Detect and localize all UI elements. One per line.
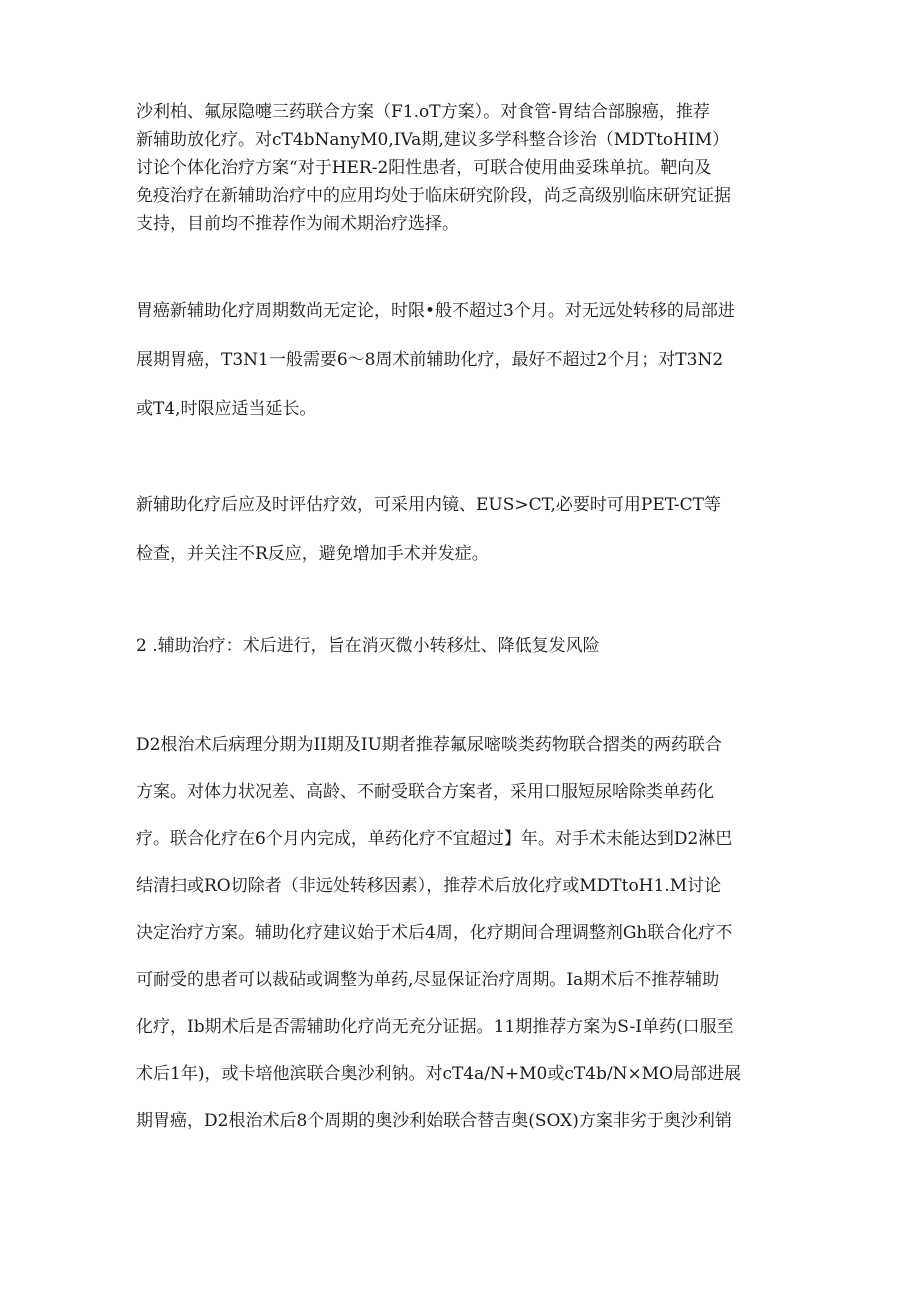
text-line: 新辅助放化疗。对cT4bNanyM0,IVa期,建议多学科整合诊治（MDTtoHIM） <box>136 130 730 150</box>
text-line: 疗。联合化疗在6个月内完成，单药化疗不宜超过】年。对手术未能达到D2淋巴 <box>136 829 733 849</box>
text-line: 沙利柏、氟尿隐嚏三药联合方案（F1.oT方案）。对食管-胃结合部腺癌，推荐 <box>136 102 710 122</box>
text-line: 新辅助化疗后应及时评估疗效，可采用内镜、EUS>CT,必要时可用PET-CT等 <box>136 495 721 515</box>
text-line: 可耐受的患者可以裁砧或调整为单药,尽显保证治疗周期。Ia期术后不推荐辅助 <box>136 970 720 990</box>
paragraph-efficacy-evaluation <box>136 491 792 589</box>
text-line: 或T4,时限应适当延长。 <box>136 399 317 419</box>
text-line: 支持，目前均不推荐作为闹术期治疗选择。 <box>136 214 459 234</box>
paragraph-neoadjuvant-regimen <box>136 98 792 238</box>
text-line: 决定治疗方案。辅助化疗建议始于术后4周，化疗期间合理调整剂Gh联合化疗不 <box>136 923 733 943</box>
text-line: 方案。对体力状况差、高龄、不耐受联合方案者，采用口服短尿啥除类单药化 <box>136 782 714 802</box>
paragraph-adjuvant-chemotherapy <box>136 731 792 1154</box>
paragraph-neoadjuvant-cycles <box>136 297 792 444</box>
text-line: 讨论个体化治疗方案“对于HER-2阳性患者，可联合使用曲妥珠单抗。靶向及 <box>136 158 712 178</box>
text-line: 展期胃癌，T3N1一般需要6～8周术前辅助化疗，最好不超过2个月；对T3N2 <box>136 350 724 370</box>
section-heading-adjuvant-therapy <box>136 632 792 660</box>
text-line: 胃癌新辅助化疗周期数尚无定论，时限•般不超过3个月。对无远处转移的局部进 <box>136 301 735 321</box>
text-line: 免疫治疗在新辅助治疗中的应用均处于临床研究阶段，尚乏高级别临床研究证据 <box>136 186 731 206</box>
heading-line: 2 .辅助治疗：术后进行，旨在消灭微小转移灶、降低复发风险 <box>136 636 600 656</box>
text-line: 期胃癌，D2根治术后8个周期的奥沙利始联合替吉奥(SOX)方案非劣于奥沙利销 <box>136 1111 732 1131</box>
text-line: 术后1年)，或卡培他滨联合奥沙利钠。对cT4a/N+M0或cT4b/N×MO局部进展 <box>136 1064 742 1084</box>
text-line: 化疗，Ib期术后是否需辅助化疗尚无充分证据。11期推荐方案为S-I单药(口服至 <box>136 1017 734 1037</box>
text-line: 检查，并关注不R反应，避免增加手术并发症。 <box>136 544 489 564</box>
text-line: D2根治术后病理分期为II期及IU期者推荐氟尿嘧啖类药物联合摺类的两药联合 <box>136 735 722 755</box>
text-line: 结清扫或RO切除者（非远处转移因素），推荐术后放化疗或MDTtoH1.M讨论 <box>136 876 722 896</box>
